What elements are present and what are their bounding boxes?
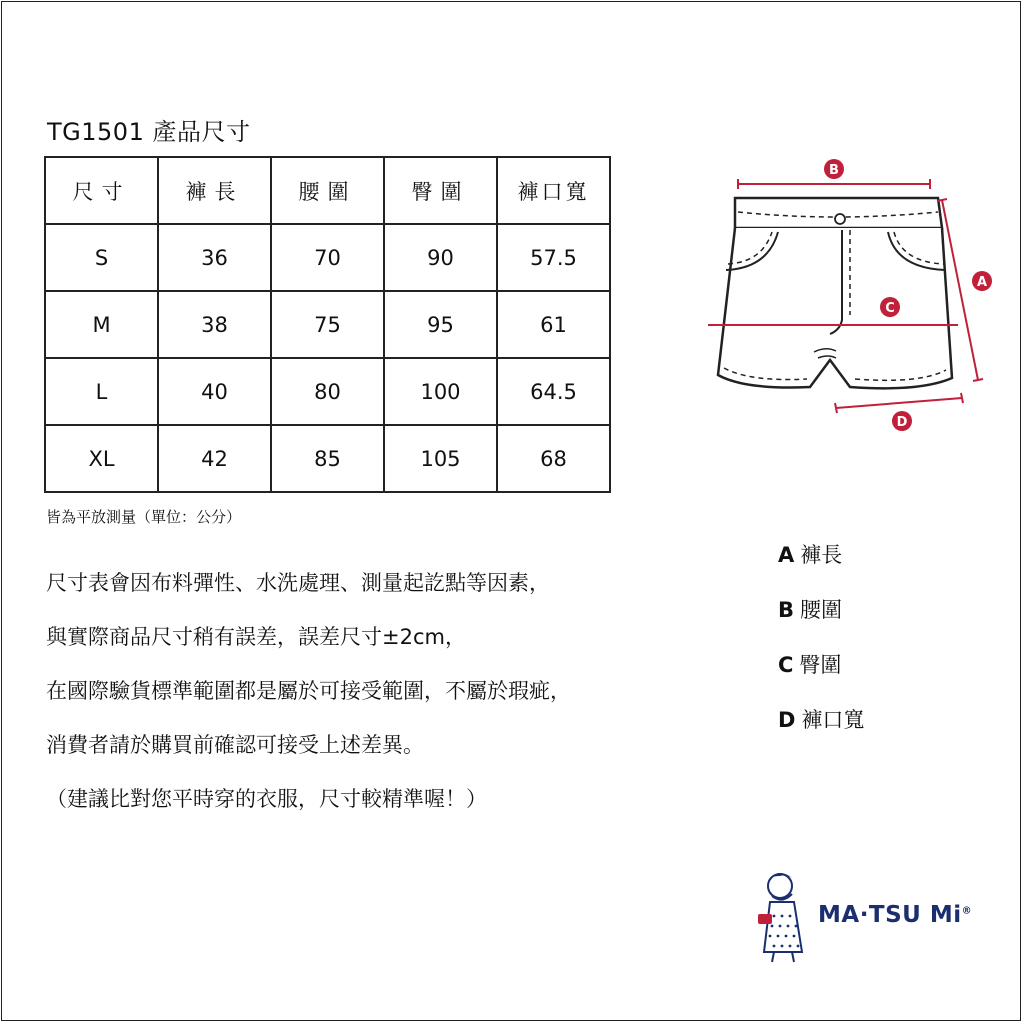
- legend-item: [778, 528, 864, 583]
- value-cell: 64.5: [497, 358, 610, 425]
- header-cell: 臀圍: [384, 157, 497, 224]
- label-c: C: [885, 301, 895, 316]
- size-cell: XL: [45, 425, 158, 492]
- value-cell: 70: [271, 224, 384, 291]
- header-cell: 腰圍: [271, 157, 384, 224]
- legend-item: [778, 638, 864, 693]
- value-cell: 95: [384, 291, 497, 358]
- disclaimer-line: 在國際驗貨標準範圍都是屬於可接受範圍，不屬於瑕疵，: [46, 679, 571, 703]
- brand-wordmark: MA·TSU Mi: [818, 902, 962, 928]
- value-cell: 85: [271, 425, 384, 492]
- legend-key: C: [778, 653, 794, 677]
- legend-label: 臀圍: [799, 653, 842, 677]
- disclaimer-line: 消費者請於購買前確認可接受上述差異。: [46, 733, 424, 757]
- table-row: [45, 224, 610, 291]
- value-cell: 40: [158, 358, 271, 425]
- value-cell: 90: [384, 224, 497, 291]
- label-b: B: [829, 163, 839, 178]
- measurement-note: 皆為平放測量（單位：公分）: [46, 508, 242, 526]
- disclaimer-line: （建議比對您平時穿的衣服，尺寸較精準喔！）: [46, 787, 487, 811]
- value-cell: 57.5: [497, 224, 610, 291]
- brand-name: [818, 902, 972, 928]
- legend-item: [778, 693, 864, 748]
- value-cell: 80: [271, 358, 384, 425]
- disclaimer-line: 尺寸表會因布料彈性、水洗處理、測量起訖點等因素，: [46, 571, 550, 595]
- header-cell: 尺寸: [45, 157, 158, 224]
- shorts-diagram: [690, 150, 1010, 440]
- header-cell: 褲長: [158, 157, 271, 224]
- legend-label: 褲口寬: [801, 708, 865, 732]
- size-cell: S: [45, 224, 158, 291]
- value-cell: 61: [497, 291, 610, 358]
- value-cell: 75: [271, 291, 384, 358]
- legend-item: [778, 583, 864, 638]
- legend-key: D: [778, 708, 796, 732]
- legend-label: 腰圍: [800, 598, 843, 622]
- table-row: [45, 425, 610, 492]
- value-cell: 105: [384, 425, 497, 492]
- value-cell: 38: [158, 291, 271, 358]
- disclaimer-line: 與實際商品尺寸稍有誤差，誤差尺寸±2cm，: [46, 625, 466, 649]
- value-cell: 36: [158, 224, 271, 291]
- leg-opening-measure-line: [836, 398, 962, 408]
- shorts-outline: [718, 228, 952, 388]
- page-title: TG1501 產品尺寸: [47, 118, 251, 146]
- brand-logo: [752, 868, 972, 968]
- label-a: A: [976, 275, 988, 290]
- registered-mark: ®: [961, 905, 973, 917]
- size-cell: L: [45, 358, 158, 425]
- legend-key: A: [778, 543, 795, 567]
- value-cell: 42: [158, 425, 271, 492]
- legend-key: B: [778, 598, 795, 622]
- legend-label: 褲長: [800, 543, 843, 567]
- girl-mascot-icon: [752, 868, 816, 964]
- size-table: [44, 156, 611, 493]
- value-cell: 68: [497, 425, 610, 492]
- label-d: D: [896, 415, 908, 430]
- disclaimer-paragraph: [46, 556, 571, 826]
- measurement-legend: [778, 528, 864, 748]
- value-cell: 100: [384, 358, 497, 425]
- header-cell: 褲口寬: [497, 157, 610, 224]
- table-row: [45, 291, 610, 358]
- button-detail: [835, 214, 845, 224]
- size-cell: M: [45, 291, 158, 358]
- table-header-row: [45, 157, 610, 224]
- table-row: [45, 358, 610, 425]
